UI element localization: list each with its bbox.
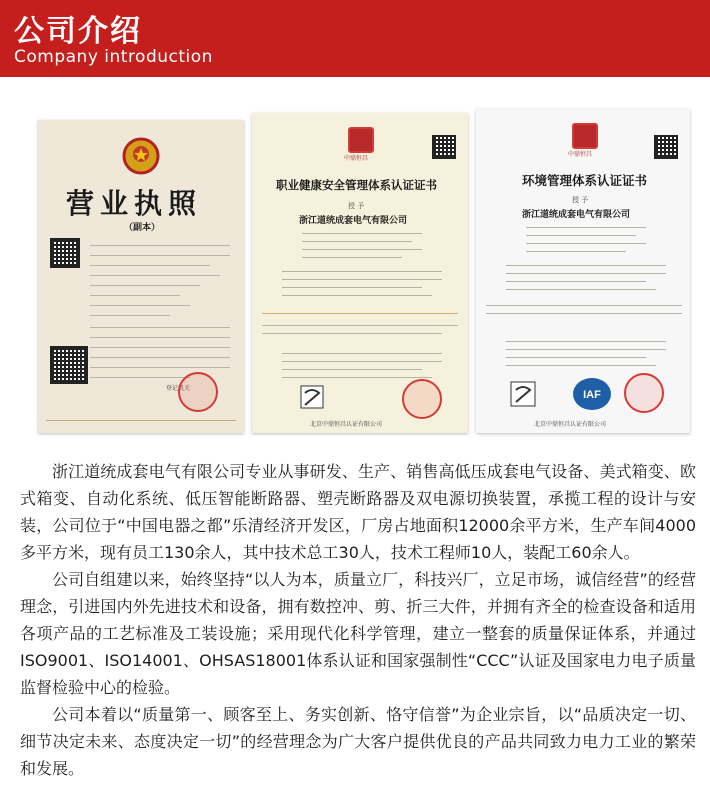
env-company: 浙江道统成套电气有限公司: [522, 210, 631, 220]
license-subtitle: （副本）: [124, 223, 161, 233]
license-red-seal: [178, 372, 218, 412]
license-qr-code-large: [50, 346, 88, 384]
env-issuer-name: 中鼎恒昌: [568, 151, 593, 158]
env-red-seal: [624, 373, 664, 413]
header-title: 公司介绍: [14, 14, 142, 49]
ohs-qr-code: [432, 135, 456, 159]
env-grant: 授 予: [572, 196, 589, 204]
svg-text:IAF: IAF: [583, 389, 601, 401]
env-accreditation-icon: [510, 381, 536, 407]
env-title: 环境管理体系认证证书: [522, 173, 648, 188]
ohs-footer: 北京中鼎恒昌认证有限公司: [310, 421, 383, 428]
company-intro-text: [20, 458, 696, 782]
iaf-badge-icon: [572, 377, 612, 411]
certificates-area: [0, 77, 710, 449]
header-subtitle: Company introduction: [14, 47, 213, 67]
license-authority: 登记机关: [166, 385, 191, 392]
ohs-certificate-image: [252, 113, 468, 433]
ohs-grant: 授 予: [348, 202, 365, 210]
license-qr-code: [50, 238, 80, 268]
ohs-red-seal: [402, 379, 442, 419]
ohs-issuer-name: 中鼎恒昌: [344, 155, 369, 162]
page-header: [0, 0, 710, 77]
env-issuer-logo: [572, 123, 598, 149]
env-footer: 北京中鼎恒昌认证有限公司: [534, 421, 607, 428]
ohs-accreditation-icon: [300, 385, 324, 409]
intro-paragraph-1: 浙江道统成套电气有限公司专业从事研发、生产、销售高低压成套电气设备、美式箱变、欧式箱变、自动化系统、低压智能断路器、塑壳断路器及双电源切换装置，承揽工程的设计与安装，公司位于“中国电器之都”乐清经济开发区，厂房占地面积12000余平方米，生产车间4000多平方米，现有员工130余人，其中技术总工30人，技术工程师10人，装配工60余人。: [20, 462, 696, 562]
env-qr-code: [654, 135, 678, 159]
license-title: 营业执照: [66, 187, 203, 220]
national-emblem-icon: [122, 136, 160, 176]
ohs-title: 职业健康安全管理体系认证证书: [276, 178, 437, 192]
ohs-company: 浙江道统成套电气有限公司: [299, 216, 408, 226]
env-certificate-image: [476, 109, 690, 433]
intro-paragraph-2: 公司自组建以来，始终坚持“以人为本，质量立厂，科技兴厂，立足市场，诚信经营”的经营理念，引进国内外先进技术和设备，拥有数控冲、剪、折三大件，并拥有齐全的检查设备和适用各项产品的工艺标准及工装设施；采用现代化科学管理，建立一整套的质量保证体系，并通过ISO9001、ISO14001、OHSAS18001体系认证和国家强制性“CCC”认证及国家电力电子质量监督检验中心的检验。: [20, 570, 696, 697]
ohs-issuer-logo: [348, 127, 374, 153]
intro-paragraph-3: 公司本着以“质量第一、顾客至上、务实创新、恪守信誉”为企业宗旨，以“品质决定一切、细节决定未来、态度决定一切”的经营理念为广大客户提供优良的产品共同致力电力工业的繁荣和发展。: [20, 705, 696, 778]
business-license-image: [38, 120, 244, 433]
